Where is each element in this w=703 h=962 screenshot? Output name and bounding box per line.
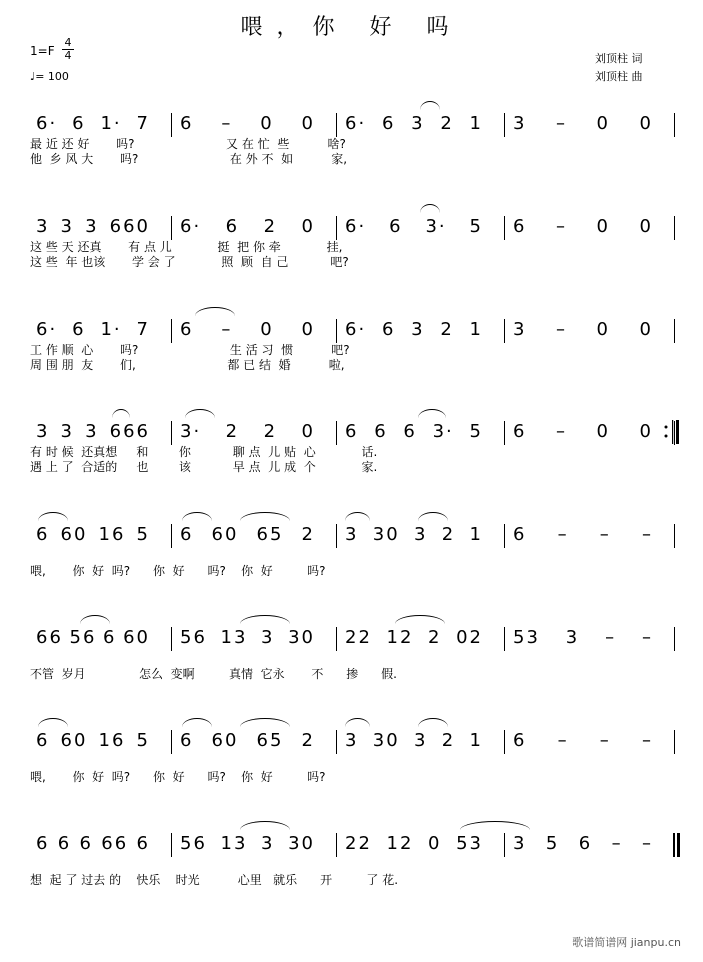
note: – — [641, 524, 653, 545]
measure — [513, 421, 653, 445]
note: 6 — [374, 421, 388, 442]
measure — [36, 113, 150, 137]
note: 2 — [440, 113, 454, 134]
note: 3 — [261, 833, 275, 854]
note: 60 — [123, 627, 150, 648]
note: 1 — [469, 319, 483, 340]
note: 6· — [345, 319, 367, 340]
barline — [504, 216, 505, 240]
note: 6 — [36, 524, 50, 545]
note: 0 — [596, 216, 610, 237]
measure — [36, 627, 150, 651]
note: 65 — [256, 524, 284, 545]
note: 53 — [456, 833, 483, 854]
note: 66 — [36, 627, 63, 648]
note: 6 — [136, 833, 150, 854]
lyrics-line: 遇 上 了 合适的 也 该 早 点 儿 成 个 家. — [30, 460, 378, 474]
note: 0 — [428, 833, 442, 854]
measure — [180, 113, 315, 137]
note: 6 — [513, 524, 527, 545]
note: – — [605, 627, 617, 648]
barline — [504, 421, 505, 445]
barline — [674, 730, 675, 754]
note: 6 — [79, 833, 93, 854]
note: 6 — [72, 319, 86, 340]
measure — [513, 524, 653, 548]
note: 6· — [180, 216, 202, 237]
lyrics-line: 最 近 还 好 吗? 又 在 忙 些 啥? — [30, 137, 346, 151]
measure — [180, 216, 315, 240]
measure — [345, 730, 483, 754]
note: – — [221, 319, 233, 340]
measure — [36, 730, 150, 754]
measure — [513, 730, 653, 754]
tempo-marking: ♩= 100 — [30, 70, 69, 83]
note: 3 — [513, 833, 527, 854]
note: 56 — [69, 627, 97, 648]
slur — [418, 718, 448, 727]
note: 65 — [256, 730, 284, 751]
slur — [38, 718, 68, 727]
note: 6· — [36, 319, 58, 340]
note: 0 — [596, 319, 610, 340]
measure — [345, 421, 483, 445]
lyrics-line: 不管 岁月 怎么 变啊 真情 它永 不 掺 假. — [30, 667, 397, 681]
note: 30 — [372, 730, 400, 751]
measure — [180, 524, 315, 548]
lyricist-credit: 刘顶柱 词 — [595, 52, 643, 65]
slur — [345, 512, 370, 521]
note: 0 — [639, 421, 653, 442]
note: 3· — [180, 421, 202, 442]
barline — [171, 730, 172, 754]
note: 6 — [345, 421, 359, 442]
measure — [180, 319, 315, 343]
measure — [36, 524, 150, 548]
lyrics-line: 这 些 天 还真 有 点 儿 挺 把 你 牵 挂, — [30, 240, 343, 254]
note: 3 — [345, 524, 359, 545]
song-title: 喂，你 好 吗 — [240, 15, 463, 40]
time-signature-top: 4 — [64, 36, 72, 49]
note: 6 — [381, 113, 396, 134]
slur — [182, 512, 212, 521]
barline — [504, 833, 505, 857]
measure — [345, 833, 483, 857]
barline — [674, 627, 675, 651]
note: – — [556, 216, 567, 237]
note: 3 — [345, 730, 359, 751]
slur — [420, 101, 440, 110]
note: 6 — [57, 833, 72, 854]
note: 3 — [411, 319, 425, 340]
note: 56 — [180, 627, 207, 648]
note: – — [611, 833, 623, 854]
note: 0 — [301, 216, 315, 237]
note: 6 — [180, 113, 194, 134]
note: 3 — [85, 216, 99, 237]
note: 2 — [441, 524, 456, 545]
note: 60 — [60, 524, 88, 545]
note: 5 — [545, 833, 560, 854]
note: 1· — [100, 319, 122, 340]
lyrics-line: 他 乡 风 大 吗? 在 外 不 如 家, — [30, 152, 348, 166]
note: 0 — [639, 216, 653, 237]
barline — [336, 421, 337, 445]
note: 6 — [513, 421, 527, 442]
note: 5 — [136, 730, 150, 751]
note: 660 — [109, 216, 150, 237]
slur — [112, 409, 130, 418]
note: 6· — [345, 216, 367, 237]
barline — [336, 730, 337, 754]
time-signature — [62, 37, 74, 62]
note: 30 — [288, 833, 315, 854]
note: 6 — [36, 833, 50, 854]
note: 13 — [220, 833, 248, 854]
note: 16 — [98, 730, 126, 751]
note: 2 — [440, 319, 454, 340]
barline — [674, 113, 675, 137]
measure — [345, 113, 483, 137]
measure — [345, 627, 483, 651]
note: 3 — [36, 421, 50, 442]
note: 12 — [386, 627, 414, 648]
lyrics-line: 喂, 你 好 吗? 你 好 吗? 你 好 吗? — [30, 564, 326, 578]
measure — [345, 319, 483, 343]
note: 60 — [211, 730, 239, 751]
note: 1 — [469, 524, 483, 545]
note: 22 — [345, 833, 372, 854]
note: 3 — [413, 730, 428, 751]
note: 2 — [225, 421, 240, 442]
note: – — [556, 421, 567, 442]
slur — [345, 718, 370, 727]
note: 0 — [596, 113, 610, 134]
note: 30 — [288, 627, 315, 648]
barline — [336, 319, 337, 343]
time-signature-bottom: 4 — [62, 49, 74, 62]
key-signature: 1=F — [30, 44, 55, 58]
note: 02 — [456, 627, 483, 648]
barline — [171, 421, 172, 445]
lyrics-line: 想 起 了 过去 的 快乐 时光 心里 就乐 开 了 花. — [30, 873, 399, 887]
barline — [171, 319, 172, 343]
note: 3 — [36, 216, 50, 237]
barline — [336, 833, 337, 857]
note: 2 — [263, 216, 278, 237]
measure — [36, 421, 150, 445]
slur — [195, 307, 235, 316]
note: 3 — [60, 216, 74, 237]
slur — [420, 204, 440, 213]
slur — [185, 409, 215, 418]
note: – — [599, 730, 611, 751]
slur — [38, 512, 68, 521]
note: 6 — [403, 421, 417, 442]
lyrics-line: 这 些 年 也该 学 会 了 照 顾 自 己 吧? — [30, 255, 349, 269]
note: 2 — [301, 524, 315, 545]
note: 0 — [596, 421, 610, 442]
note: 6 — [180, 730, 194, 751]
lyrics-line: 工 作 顺 心 吗? 生 活 习 惯 吧? — [30, 343, 350, 357]
barline — [504, 113, 505, 137]
note: 30 — [372, 524, 400, 545]
barline — [171, 524, 172, 548]
note: 0 — [260, 319, 274, 340]
note: 0 — [301, 113, 315, 134]
note: 3 — [513, 319, 527, 340]
note: 6 — [381, 319, 396, 340]
slur — [418, 512, 448, 521]
note: 13 — [220, 627, 248, 648]
note: 2 — [441, 730, 456, 751]
note: 3· — [432, 421, 454, 442]
note: 22 — [345, 627, 372, 648]
measure — [513, 113, 653, 137]
note: 2 — [263, 421, 278, 442]
barline — [171, 627, 172, 651]
measure — [513, 319, 653, 343]
measure — [36, 216, 150, 240]
note: 5 — [469, 421, 483, 442]
note: 3 — [85, 421, 99, 442]
note: 6 — [389, 216, 403, 237]
note: 6 — [225, 216, 240, 237]
slur — [240, 512, 290, 521]
repeat-sign — [662, 419, 686, 449]
note: 6 — [103, 627, 117, 648]
note: – — [221, 113, 233, 134]
lyrics-line: 喂, 你 好 吗? 你 好 吗? 你 好 吗? — [30, 770, 326, 784]
note: 0 — [639, 319, 653, 340]
measure — [180, 833, 315, 857]
note: 0 — [639, 113, 653, 134]
note: 6 — [578, 833, 593, 854]
barline — [336, 216, 337, 240]
note: 6 — [36, 730, 50, 751]
note: 1 — [469, 113, 483, 134]
note: 66 — [101, 833, 129, 854]
final-barline — [672, 832, 684, 862]
note: 0 — [301, 421, 315, 442]
lyrics-line: 有 时 候 还真想 和 你 聊 点 儿 贴 心 话. — [30, 445, 378, 459]
note: 6· — [36, 113, 58, 134]
barline — [674, 319, 675, 343]
measure — [513, 833, 653, 857]
slur — [395, 615, 445, 624]
note: 5 — [469, 216, 483, 237]
barline — [674, 216, 675, 240]
barline — [674, 524, 675, 548]
note: 56 — [180, 833, 207, 854]
lyrics-line: 周 围 朋 友 们, 都 已 结 婚 啦, — [30, 358, 345, 372]
slur — [80, 615, 110, 624]
note: 5 — [136, 524, 150, 545]
note: 60 — [211, 524, 239, 545]
barline — [504, 627, 505, 651]
barline — [504, 524, 505, 548]
note: 6 — [180, 524, 194, 545]
barline — [336, 524, 337, 548]
note: 2 — [301, 730, 315, 751]
note: 6 — [72, 113, 86, 134]
composer-credit: 刘顶柱 曲 — [595, 70, 643, 83]
note: – — [556, 113, 567, 134]
note: 6· — [345, 113, 367, 134]
note: 3 — [413, 524, 428, 545]
note: 6 — [513, 730, 527, 751]
note: 7 — [136, 319, 150, 340]
note: 12 — [386, 833, 414, 854]
note: 1 — [469, 730, 483, 751]
measure — [345, 524, 483, 548]
barline — [336, 627, 337, 651]
note: 3· — [425, 216, 447, 237]
note: – — [641, 833, 653, 854]
note: 0 — [260, 113, 274, 134]
slur — [182, 718, 212, 727]
note: 666 — [109, 421, 150, 442]
note: 7 — [136, 113, 150, 134]
note: – — [557, 730, 569, 751]
slur — [418, 409, 446, 418]
watermark: 歌谱简谱网 jianpu.cn — [572, 936, 681, 949]
measure — [36, 833, 150, 857]
slur — [240, 615, 290, 624]
note: – — [556, 319, 567, 340]
note: – — [641, 627, 653, 648]
note: 3 — [411, 113, 425, 134]
note: 2 — [428, 627, 442, 648]
measure — [180, 627, 315, 651]
measure — [36, 319, 150, 343]
measure — [513, 627, 653, 651]
measure — [345, 216, 483, 240]
note: 6 — [513, 216, 527, 237]
note: 16 — [98, 524, 126, 545]
barline — [504, 730, 505, 754]
measure — [180, 421, 315, 445]
note: 3 — [261, 627, 275, 648]
barline — [171, 216, 172, 240]
barline — [171, 833, 172, 857]
note: 53 — [513, 627, 540, 648]
note: 60 — [60, 730, 88, 751]
note: 0 — [301, 319, 315, 340]
barline — [171, 113, 172, 137]
measure — [513, 216, 653, 240]
note: 1· — [100, 113, 122, 134]
note: – — [641, 730, 653, 751]
note: 3 — [513, 113, 527, 134]
note: – — [557, 524, 569, 545]
note: 3 — [60, 421, 74, 442]
barline — [504, 319, 505, 343]
slur — [240, 821, 290, 830]
measure — [180, 730, 315, 754]
note: 3 — [565, 627, 580, 648]
barline — [336, 113, 337, 137]
note: – — [599, 524, 611, 545]
slur — [460, 821, 530, 830]
note: 6 — [180, 319, 194, 340]
slur — [240, 718, 290, 727]
